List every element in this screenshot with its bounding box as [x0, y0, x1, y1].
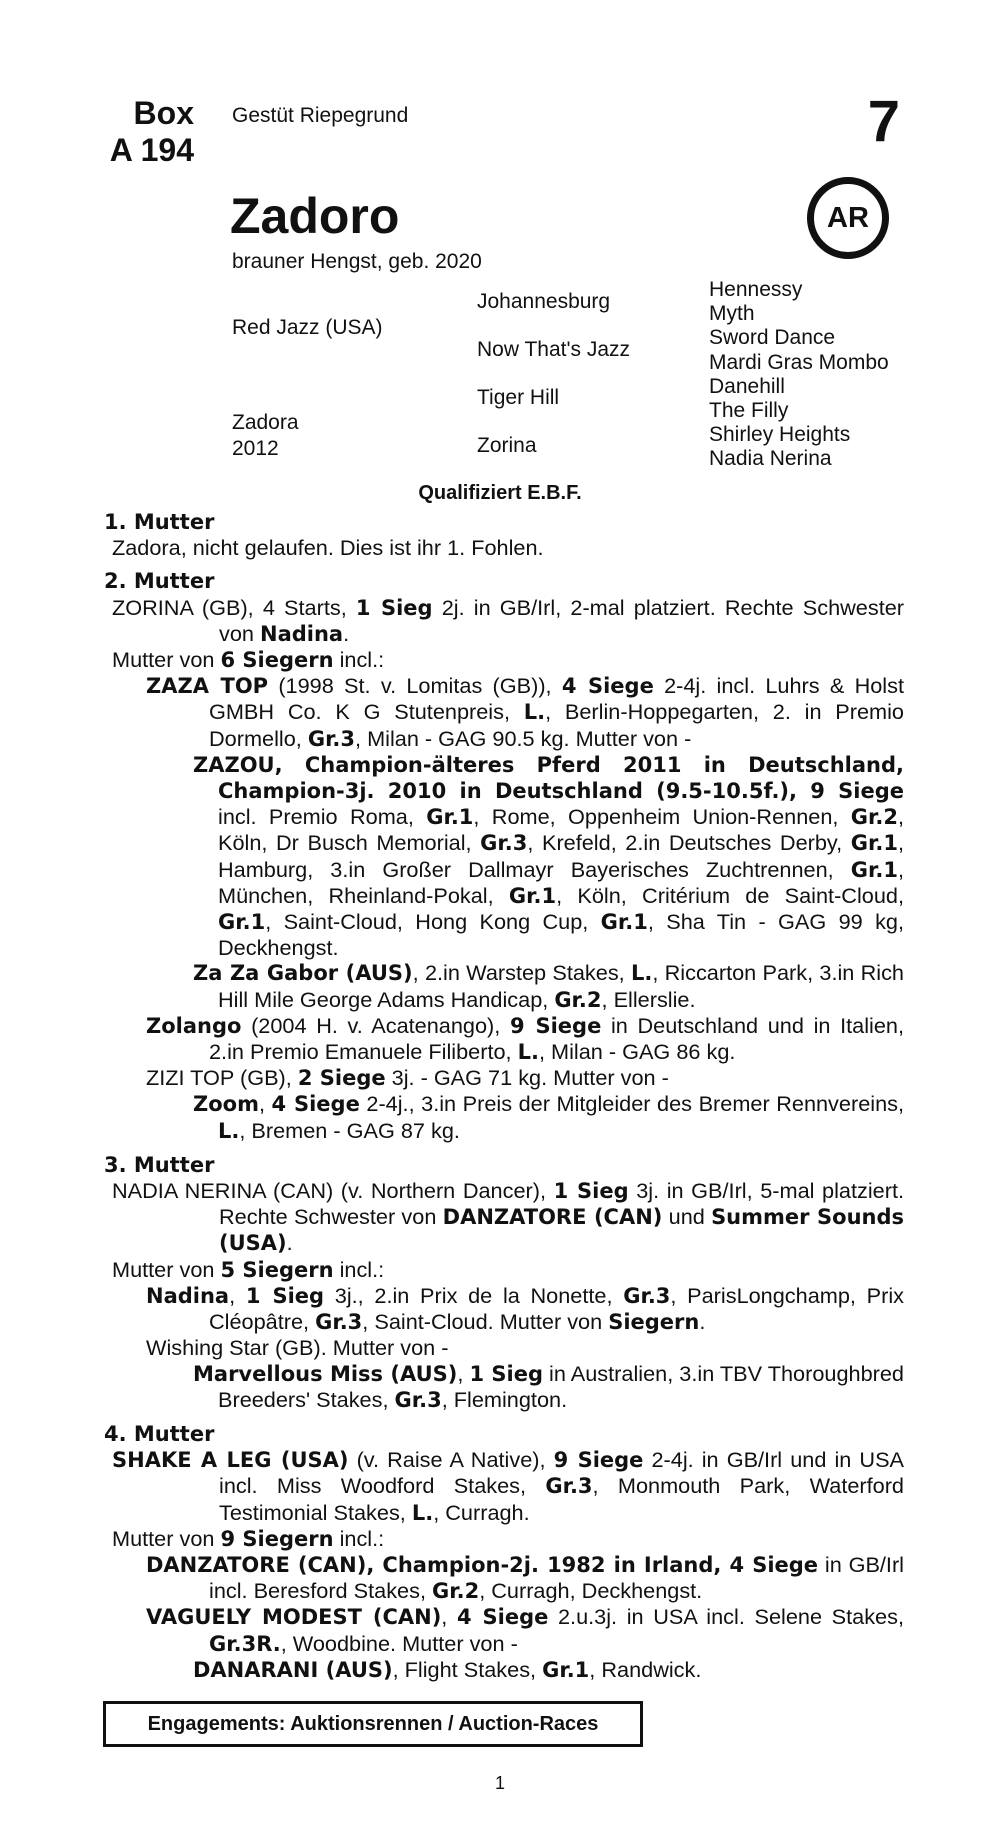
mother-3-intro: NADIA NERINA (CAN) (v. Northern Dancer), 1 Sieg 3j. in GB/Irl, 5-mal platziert. Rechte Schwester von DANZATORE (CAN) und Summer Sounds (USA). — [112, 1178, 905, 1256]
box-label — [104, 95, 194, 169]
pedigree-gen3-item: Nadia Nerina — [709, 447, 832, 471]
box-title: Box — [133, 95, 194, 131]
ar-badge-text: AR — [827, 201, 869, 234]
pedigree-gen3-item: Mardi Gras Mombo — [709, 350, 889, 374]
offspring-zaza-top: ZAZA TOP (1998 St. v. Lomitas (GB)), 4 Siege 2-4j. incl. Luhrs & Holst GMBH Co. K G Stutenpreis, L., Berlin-Hoppegarten, 2. in Premio Dormello, Gr.3, Milan - GAG 90.5 kg. Mutter von - — [146, 673, 904, 751]
mother-2-heading: 2. Mutter — [104, 569, 215, 594]
offspring-danarani: DANARANI (AUS), Flight Stakes, Gr.1, Randwick. — [193, 1656, 702, 1682]
mother-1-heading: 1. Mutter — [104, 510, 215, 534]
pedigree-gen2-item: Johannesburg — [477, 290, 611, 313]
dam-line — [104, 510, 904, 1683]
box-number: A 194 — [109, 132, 194, 168]
mother-1-text: Zadora, nicht gelaufen. Dies ist ihr 1. Fohlen. — [112, 535, 544, 561]
pedigree-sire: Red Jazz (USA) — [232, 316, 383, 339]
pedigree-gen3-item: Hennessy — [709, 278, 803, 301]
lot-number: 7 — [867, 89, 900, 154]
mother-2-intro: ZORINA (GB), 4 Starts, 1 Sieg 2j. in GB/Irl, 2-mal platziert. Rechte Schwester von Nadina. — [112, 594, 905, 646]
pedigree-gen3-item: The Filly — [709, 399, 789, 423]
stud-name: Gestüt Riepegrund — [232, 104, 409, 127]
pedigree-gen2-item: Tiger Hill — [477, 386, 560, 409]
offspring-vaguely-modest: VAGUELY MODEST (CAN), 4 Siege 2.u.3j. in USA incl. Selene Stakes, Gr.3R., Woodbine. Mutter von - — [146, 1604, 904, 1656]
pedigree-gen3-item: Danehill — [709, 374, 785, 398]
mother-3-offspring-count: Mutter von 5 Siegern incl.: — [112, 1256, 385, 1282]
offspring-zolango: Zolango (2004 H. v. Acatenango), 9 Siege in Deutschland und in Italien, 2.in Premio Emanuele Filiberto, L., Milan - GAG 86 kg. — [146, 1012, 904, 1065]
offspring-zoom: Zoom, 4 Siege 2-4j., 3.in Preis der Mitgleider des Bremer Rennvereins, L., Bremen - GAG 87 kg. — [193, 1091, 904, 1143]
horse-description: brauner Hengst, geb. 2020 — [232, 250, 482, 273]
pedigree-gen3-item: Shirley Heights — [709, 423, 851, 447]
pedigree-gen3 — [709, 278, 889, 472]
offspring-wishing-star: Wishing Star (GB). Mutter von - — [146, 1335, 449, 1361]
mother-4-intro: SHAKE A LEG (USA) (v. Raise A Native), 9 Siege 2-4j. in GB/Irl und in USA incl. Miss Woodford Stakes, Gr.3, Monmouth Park, Waterford Testimonial Stakes, L., Curragh. — [112, 1447, 904, 1525]
offspring-zazou: ZAZOU, Champion-älteres Pferd 2011 in Deutschland, Champion-3j. 2010 in Deutschland (9.5-10.5f.), 9 Siege incl. Premio Roma, Gr.1, Rome, Oppenheim Union-Rennen, Gr.2, Köln, Dr Busch Memorial, Gr.3, Krefeld, 2.in Deutsches Derby, Gr.1, Hamburg, 3.in Großer Dallmayr Bayerisches Zuchtrennen, Gr.1, München, Rheinland-Pokal, Gr.1, Köln, Critérium de Saint-Cloud, Gr.1, Saint-Cloud, Hong Kong Cup, Gr.1, Sha Tin - GAG 99 kg, Deckhengst. — [193, 752, 904, 961]
pedigree-gen3-item: Myth — [709, 302, 755, 326]
offspring-za-za-gabor: Za Za Gabor (AUS), 2.in Warstep Stakes, L., Riccarton Park, 3.in Rich Hill Mile George Adams Handicap, Gr.2, Ellerslie. — [193, 960, 904, 1012]
mother-4-offspring-count: Mutter von 9 Siegern incl.: — [112, 1525, 385, 1551]
offspring-marvellous-miss: Marvellous Miss (AUS), 1 Sieg in Australien, 3.in TBV Thoroughbred Breeders' Stakes, Gr.3, Flemington. — [193, 1360, 904, 1412]
pedigree-dam: Zadora — [232, 411, 299, 434]
horse-name: Zadoro — [230, 188, 400, 244]
qualification: Qualifiziert E.B.F. — [418, 482, 582, 504]
offspring-zizi-top: ZIZI TOP (GB), 2 Siege 3j. - GAG 71 kg. Mutter von - — [146, 1065, 669, 1091]
ar-badge — [807, 177, 889, 259]
mother-2-offspring-count: Mutter von 6 Siegern incl.: — [112, 647, 385, 673]
mother-4-heading: 4. Mutter — [104, 1421, 215, 1446]
offspring-danzatore: DANZATORE (CAN), Champion-2j. 1982 in Irland, 4 Siege in GB/Irl incl. Beresford Stakes, Gr.2, Curragh, Deckhengst. — [146, 1551, 904, 1604]
engagements-box — [103, 1701, 643, 1747]
pedigree-dam-year: 2012 — [232, 437, 279, 460]
pedigree-gen2-item: Zorina — [477, 434, 537, 457]
offspring-nadina: Nadina, 1 Sieg 3j., 2.in Prix de la Nonette, Gr.3, ParisLongchamp, Prix Cléopâtre, Gr.3, Saint-Cloud. Mutter von Siegern. — [146, 1282, 904, 1335]
page-number: 1 — [494, 1773, 505, 1793]
engagements-text: Engagements: Auktionsrennen / Auction-Races — [147, 1712, 599, 1735]
pedigree-gen3-item: Sword Dance — [709, 326, 836, 350]
mother-3-heading: 3. Mutter — [104, 1152, 215, 1177]
pedigree-gen2-item: Now That's Jazz — [477, 338, 631, 361]
